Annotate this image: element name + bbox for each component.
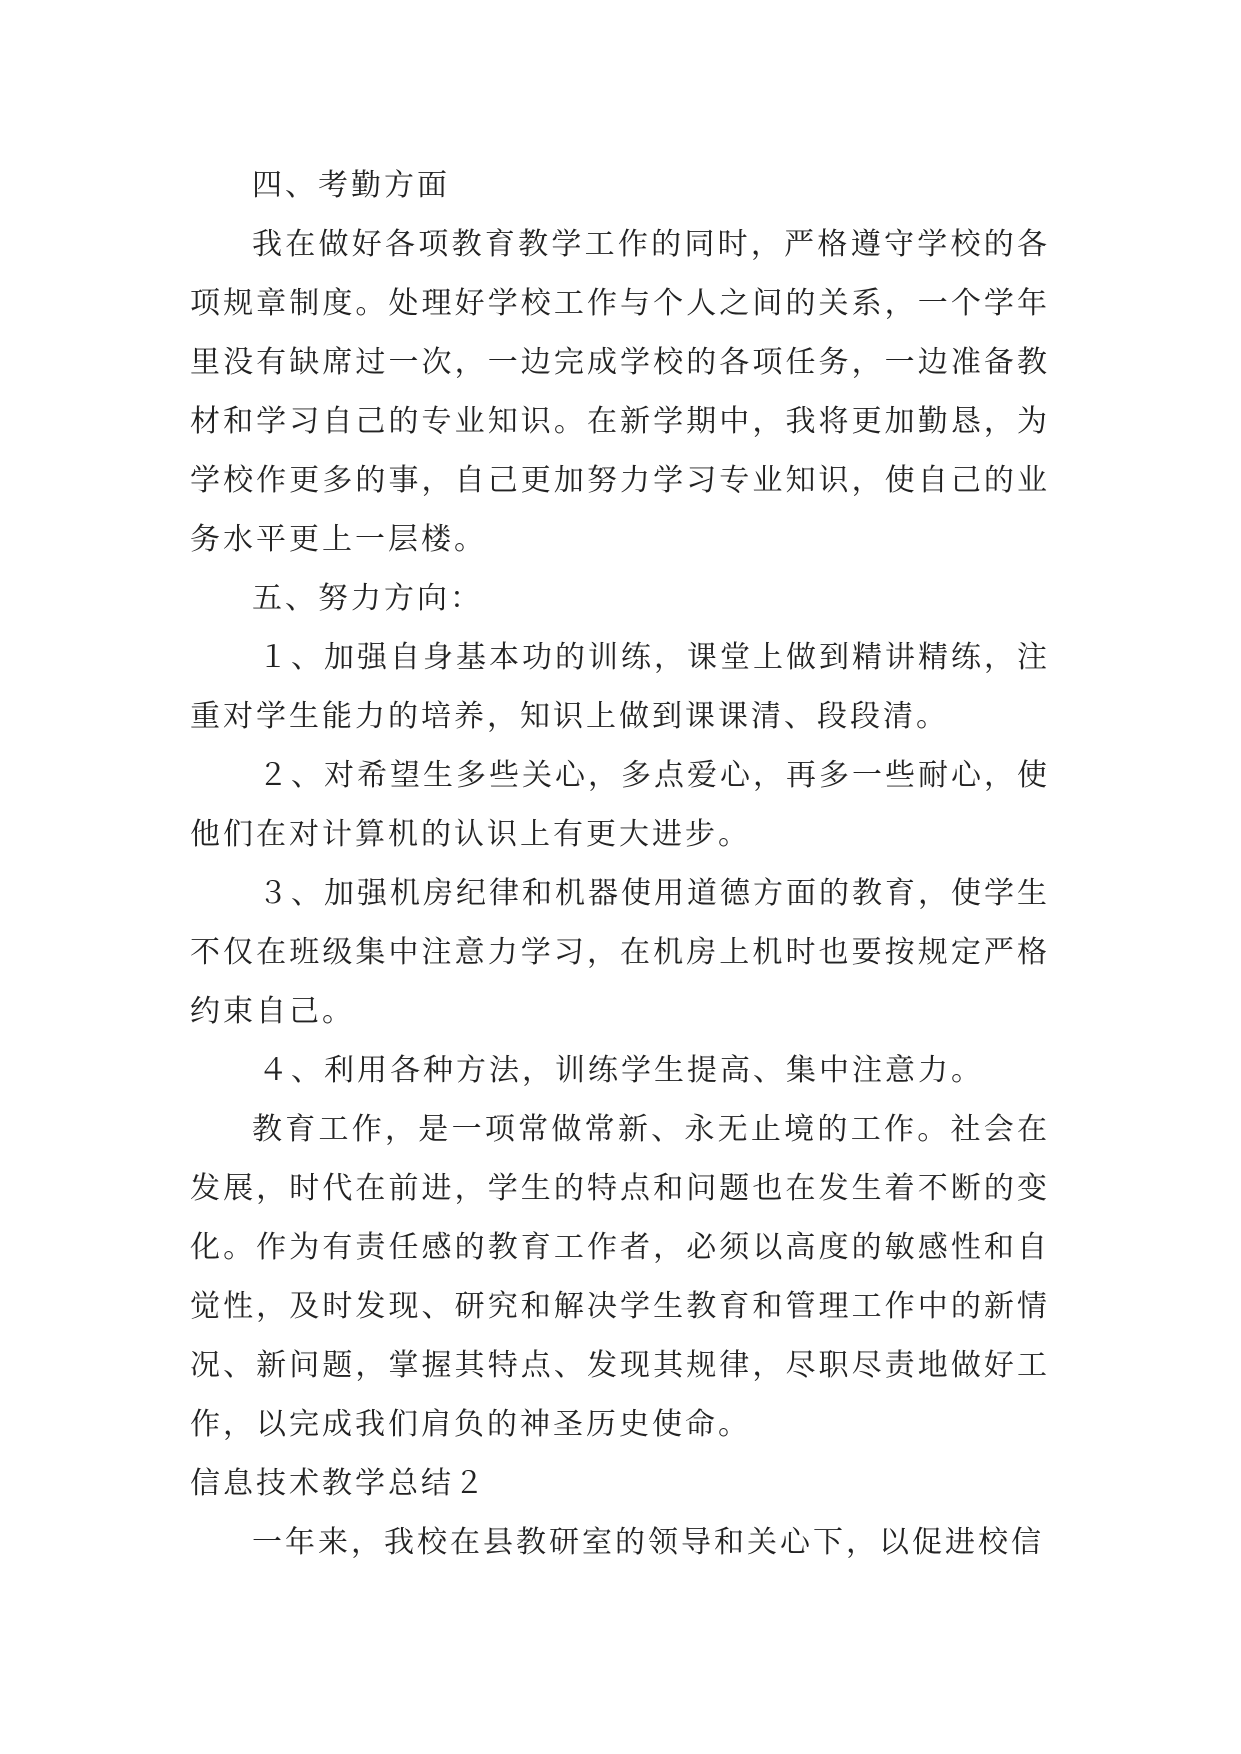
direction-item-1: １、加强自身基本功的训练，课堂上做到精讲精练，注重对学生能力的培养，知识上做到课课清、段段清。 — [190, 640, 1050, 734]
conclusion-paragraph: 教育工作，是一项常做常新、永无止境的工作。社会在发展，时代在前进，学生的特点和问题也在发生着不断的变化。作为有责任感的教育工作者，必须以高度的敏感性和自觉性，及时发现、研究和解决学生教育和管理工作中的新情况、新问题，掌握其特点、发现其规律，尽职尽责地做好工作，以完成我们肩负的神圣历史使命。 — [190, 1112, 1050, 1442]
direction-item-3: ３、加强机房纪律和机器使用道德方面的教育，使学生不仅在班级集中注意力学习，在机房上机时也要按规定严格约束自己。 — [190, 876, 1050, 1029]
section-heading-direction: 五、努力方向： — [252, 581, 483, 616]
document-body — [190, 156, 1050, 1572]
section-title: 信息技术教学总结２ — [190, 1466, 487, 1501]
direction-item-4: ４、利用各种方法，训练学生提高、集中注意力。 — [258, 1053, 984, 1088]
section-opening-paragraph: 一年来，我校在县教研室的领导和关心下，以促进校信 — [252, 1525, 1044, 1560]
section-heading-attendance: 四、考勤方面 — [252, 168, 450, 203]
attendance-paragraph: 我在做好各项教育教学工作的同时，严格遵守学校的各项规章制度。处理好学校工作与个人之间的关系，一个学年里没有缺席过一次，一边完成学校的各项任务，一边准备教材和学习自己的专业知识。在新学期中，我将更加勤恳，为学校作更多的事，自己更加努力学习专业知识，使自己的业务水平更上一层楼。 — [190, 227, 1050, 557]
direction-item-2: ２、对希望生多些关心，多点爱心，再多一些耐心，使他们在对计算机的认识上有更大进步。 — [190, 758, 1050, 852]
